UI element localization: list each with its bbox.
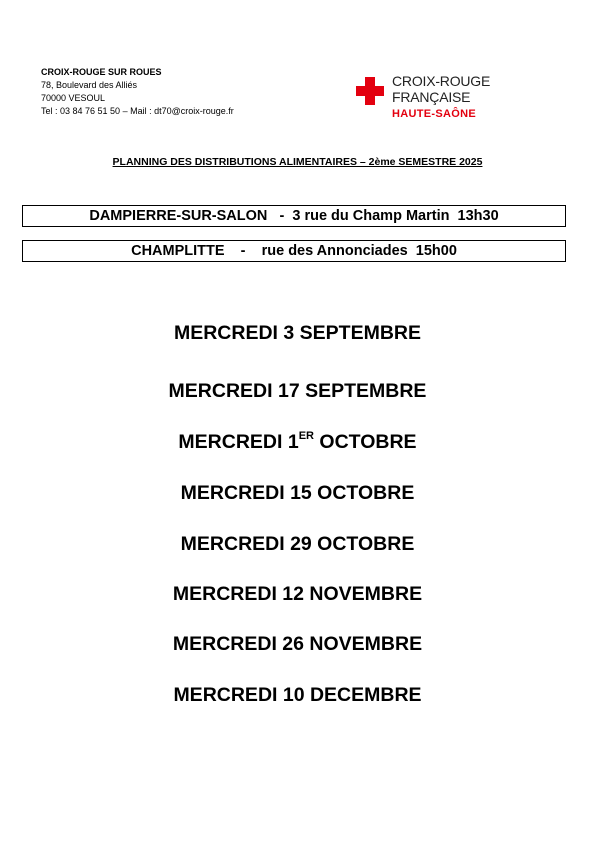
distribution-date xyxy=(0,632,595,656)
date-text: MERCREDI 17 SEPTEMBRE xyxy=(168,380,427,402)
organization-name: CROIX-ROUGE SUR ROUES xyxy=(41,67,162,77)
date-text: MERCREDI 12 NOVEMBRE xyxy=(172,583,423,605)
distribution-date xyxy=(0,481,595,505)
logo-wordmark xyxy=(392,73,490,123)
date-text: MERCREDI 15 OCTOBRE xyxy=(180,482,415,504)
date-text: MERCREDI 10 DECEMBRE xyxy=(173,684,422,706)
distribution-date xyxy=(0,532,595,556)
location-champlitte: CHAMPLITTE - rue des Annonciades 15h00 xyxy=(22,240,566,262)
distribution-date xyxy=(0,430,595,454)
distribution-date xyxy=(0,321,595,345)
logo-line-2: FRANÇAISE xyxy=(392,89,471,105)
address-street: 78, Boulevard des Alliés xyxy=(41,80,138,90)
address-city: 70000 VESOUL xyxy=(41,93,106,103)
date-text: MERCREDI 3 SEPTEMBRE xyxy=(173,322,422,344)
date-text: MERCREDI 1 xyxy=(178,431,299,453)
date-text: MERCREDI 29 OCTOBRE xyxy=(180,533,415,555)
red-cross-icon xyxy=(356,77,384,105)
logo-line-1: CROIX-ROUGE xyxy=(392,73,491,89)
date-text: MERCREDI 26 NOVEMBRE xyxy=(172,633,423,655)
distribution-date xyxy=(0,379,595,403)
contact-info: Tel : 03 84 76 51 50 – Mail : dt70@croix-rouge.fr xyxy=(41,106,234,116)
organization-address-block xyxy=(41,66,234,118)
croix-rouge-logo xyxy=(356,73,516,129)
logo-line-3: HAUTE-SAÔNE xyxy=(392,108,476,120)
date-superscript: ER xyxy=(298,430,314,442)
location-dampierre: DAMPIERRE-SUR-SALON - 3 rue du Champ Martin 13h30 xyxy=(22,205,566,227)
distribution-date xyxy=(0,582,595,606)
date-text-suffix: OCTOBRE xyxy=(313,431,417,453)
document-title: PLANNING DES DISTRIBUTIONS ALIMENTAIRES – 2ème SEMESTRE 2025 xyxy=(112,156,483,168)
distribution-date xyxy=(0,683,595,707)
